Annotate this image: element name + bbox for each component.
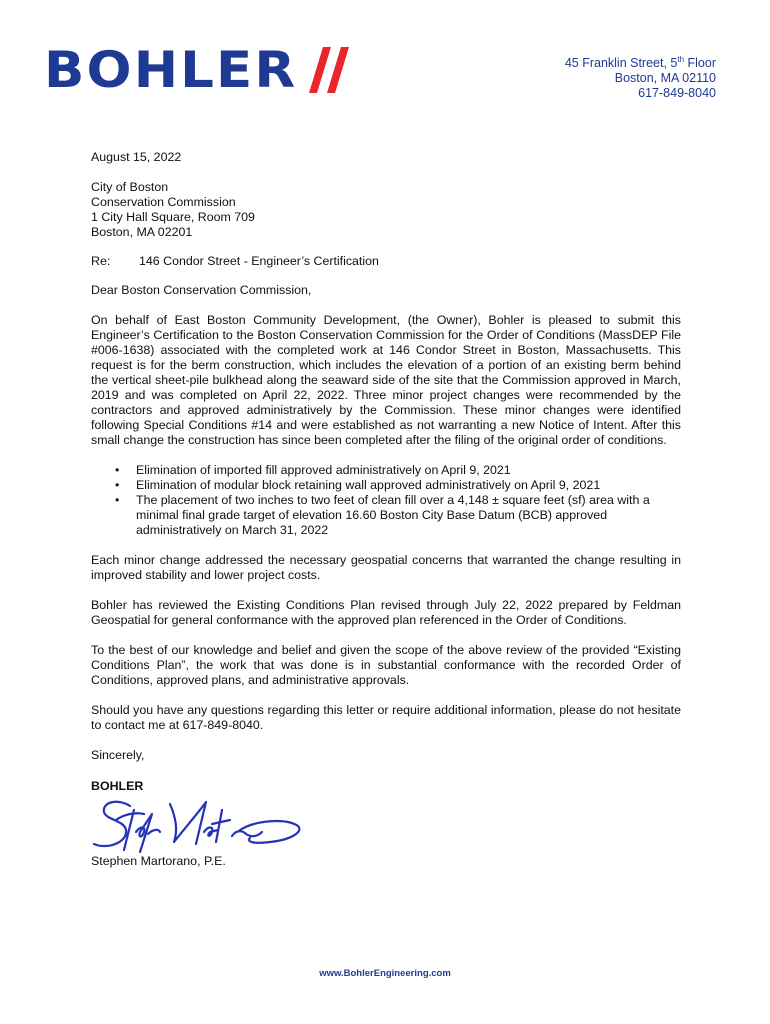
list-item: • Elimination of modular block retaining wall approved administratively on April 9, 2021: [91, 478, 681, 493]
logo-slash-mark: [309, 47, 351, 93]
paragraph-intro: On behalf of East Boston Community Development, (the Owner), Bohler is pleased to submit this Engineer’s Certification to the Boston Conservation Commission for the Order of Conditions (MassDEP File #006-1638) associated with the completed work at 146 Condor Street in Boston, Massachusetts. This request is for the berm construction, which includes the elevation of a portion of an existing berm behind the vertical sheet-pile bulkhead along the seaward side of the site that the Commission approved in March, 2019 and was completed on April 22, 2022. Three minor project changes were recommended by the contractors and approved administratively by the Commission. These minor changes were identified following Special Conditions #14 and were established as not warranting a new Notice of Intent. After this small change the construction has since been completed after the filing of the original order of conditions.: [91, 313, 681, 447]
letter-body: [91, 150, 681, 794]
company-name: BOHLER: [91, 779, 144, 793]
paragraph-conformance: To the best of our knowledge and belief and given the scope of the above review of the provided “Existing Conditions Plan”, the work that was done is in substantial conformance with the recorded Order of Conditions, approved plans, and administrative approvals.: [91, 643, 681, 687]
company-address: [565, 52, 716, 101]
logo-wordmark: BOHLER: [44, 41, 298, 99]
footer-website[interactable]: www.BohlerEngineering.com: [319, 968, 451, 979]
recipient-line: Boston, MA 02201: [91, 225, 193, 239]
handwritten-signature: [90, 792, 305, 856]
recipient-block: [91, 180, 681, 240]
paragraph-changes: Each minor change addressed the necessary geospatial concerns that warranted the change resulting in improved stability and lower project costs.: [91, 553, 681, 582]
signer-name: Stephen Martorano, P.E.: [91, 854, 226, 868]
subject-line: [91, 254, 681, 269]
bohler-logo: [44, 41, 351, 99]
paragraph-review: Bohler has reviewed the Existing Conditions Plan revised through July 22, 2022 prepared by Feldman Geospatial for general conformance with the approved plan referenced in the Order of Conditions.: [91, 598, 681, 627]
changes-list: [91, 463, 681, 538]
paragraph-contact: Should you have any questions regarding this letter or require additional information, please do not hesitate to contact me at 617-849-8040.: [91, 703, 681, 732]
subject-label: Re:: [91, 254, 111, 268]
subject-text: 146 Condor Street - Engineer’s Certification: [139, 254, 379, 268]
address-city: Boston, MA 02110: [614, 71, 716, 86]
salutation: Dear Boston Conservation Commission,: [91, 283, 312, 297]
address-street: 45 Franklin Street, 5th Floor: [564, 55, 716, 71]
closing: Sincerely,: [91, 748, 145, 762]
recipient-line: City of Boston: [91, 180, 169, 194]
recipient-line: 1 City Hall Square, Room 709: [91, 210, 255, 224]
list-item: • The placement of two inches to two feet of clean fill over a 4,148 ± square feet (sf) area with a minimal final grade target of elevation 16.60 Boston City Base Datum (BCB) approved administratively on March 31, 2022: [91, 493, 681, 538]
letter-date: August 15, 2022: [91, 150, 182, 164]
list-item: • Elimination of imported fill approved administratively on April 9, 2021: [91, 463, 681, 478]
address-phone: 617-849-8040: [638, 86, 716, 101]
recipient-line: Conservation Commission: [91, 195, 236, 209]
